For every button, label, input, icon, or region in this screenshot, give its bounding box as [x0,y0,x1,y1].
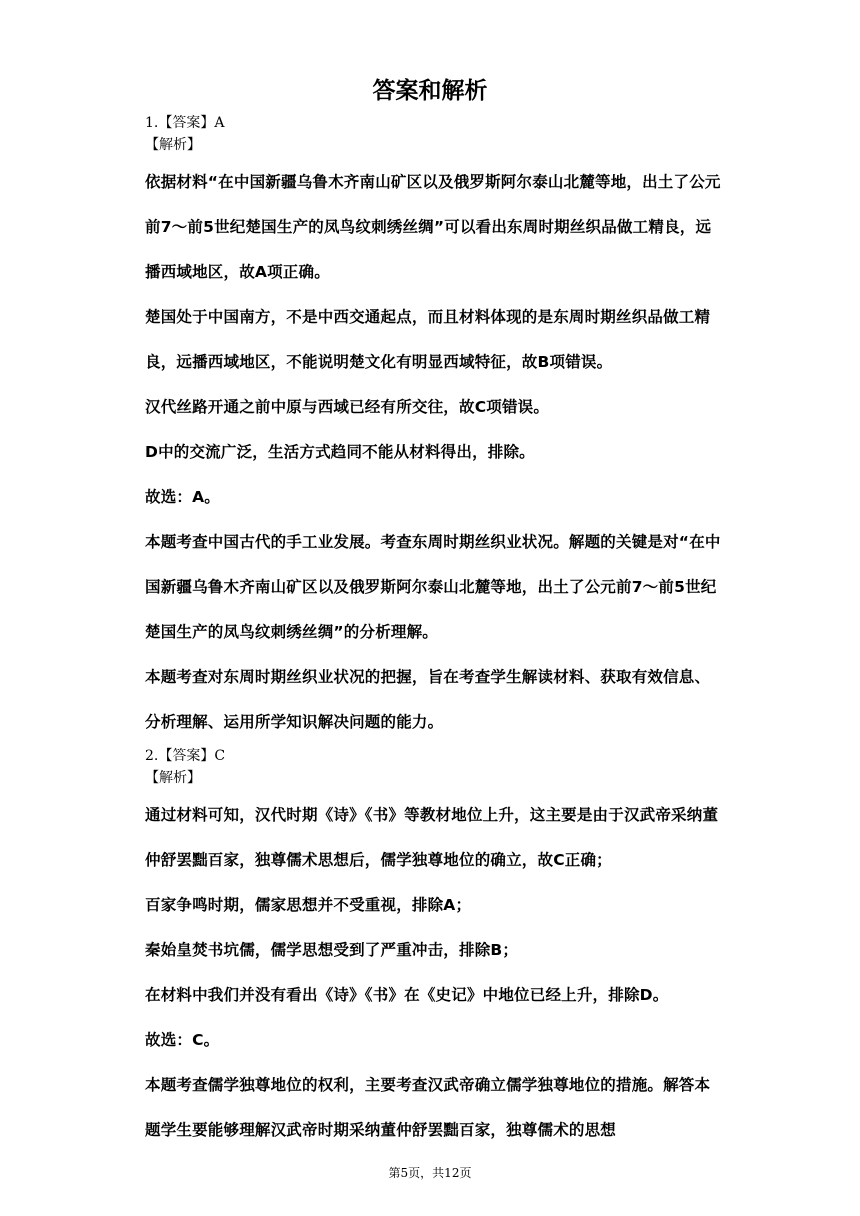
q1-paragraph-7: 本题考查对东周时期丝织业状况的把握，旨在考查学生解读材料、获取有效信息、分析理解、运用所学知识解决问题的能力。 [145,668,711,731]
q2-paragraph-5: 故选：C。 [145,1031,220,1049]
q2-analysis-label: 【解析】 [145,770,201,786]
q2-paragraph-2: 百家争鸣时期，儒家思想并不受重视，排除A； [145,896,472,914]
q2-paragraph-3: 秦始皇焚书坑儒，儒学思想受到了严重冲击，排除B； [145,941,519,959]
q1-paragraph-1: 依据材料“在中国新疆乌鲁木齐南山矿区以及俄罗斯阿尔泰山北麓等地，出土了公元前7～前5世纪楚国生产的凤鸟纹刺绣丝绸”可以看出东周时期丝织品做工精良，远播西域地区，故A项正确。 [145,173,721,281]
q1-paragraph-2: 楚国处于中国南方，不是中西交通起点，而且材料体现的是东周时期丝织品做工精良，远播西域地区，不能说明楚文化有明显西域特征，故B项错误。 [145,308,711,371]
q2-answer-line: 2.【答案】C [145,748,226,764]
q1-analysis-label: 【解析】 [145,137,201,153]
q2-paragraph-1: 通过材料可知，汉代时期《诗》《书》等教材地位上升，这主要是由于汉武帝采纳董仲舒罢黜百家，独尊儒术思想后，儒学独尊地位的确立，故C正确； [145,806,719,869]
q1-paragraph-4: D中的交流广泛，生活方式趋同不能从材料得出，排除。 [145,443,535,461]
q2-paragraph-4: 在材料中我们并没有看出《诗》《书》在《史记》中地位已经上升，排除D。 [145,986,669,1004]
page-title: 答案和解析 [372,78,488,104]
q1-paragraph-5: 故选：A。 [145,488,220,506]
answer-content [145,112,725,1153]
q1-paragraph-6: 本题考查中国古代的手工业发展。考查东周时期丝织业状况。解题的关键是对“在中国新疆乌鲁木齐南山矿区以及俄罗斯阿尔泰山北麓等地，出土了公元前7～前5世纪楚国生产的凤鸟纹刺绣丝绸”的分析理解。 [145,533,721,641]
q1-answer-line: 1.【答案】A [145,115,225,131]
page-footer: 第5页，共12页 [388,1166,472,1180]
q1-paragraph-3: 汉代丝路开通之前中原与西域已经有所交往，故C项错误。 [145,398,550,416]
q2-paragraph-6: 本题考查儒学独尊地位的权利，主要考查汉武帝确立儒学独尊地位的措施。解答本题学生要能够理解汉武帝时期采纳董仲舒罢黜百家，独尊儒术的思想 [145,1076,711,1139]
